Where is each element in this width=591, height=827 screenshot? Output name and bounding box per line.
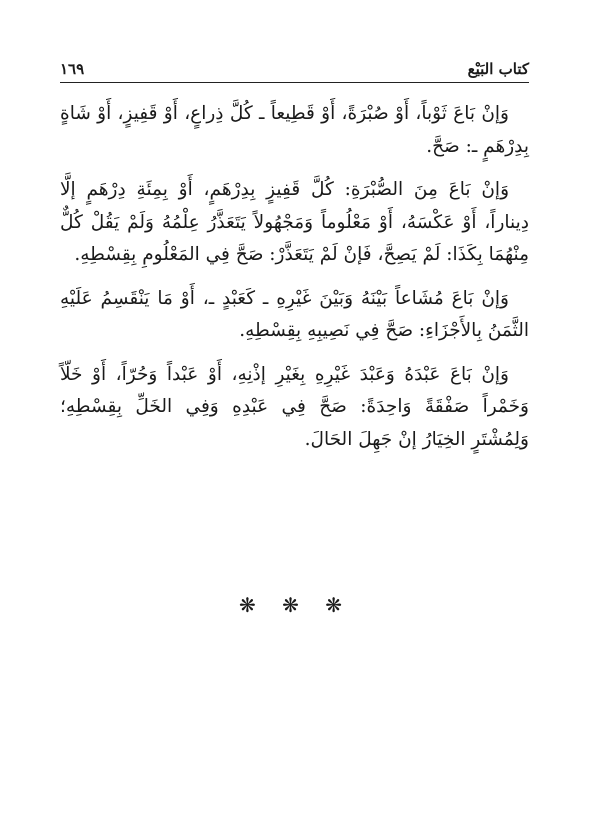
paragraph-1: وَإنْ بَاعَ ثَوْباً، أَوْ صُبْرَةً، أَوْ قَطِيعاً ـ كُلَّ ذِراعٍ، أَوْ قَفِيزٍ، أَوْ شَاةٍ بِدِرْهَمٍ ـ: صَحَّ. [60,103,529,157]
paragraph-2: وَإنْ بَاعَ مِنَ الصُّبْرَةِ: كُلَّ قَفِيزٍ بِدِرْهَمٍ، أَوْ بِمِئَةِ دِرْهَمٍ إلَّا دِيناراً، أَوْ عَكْسَهُ، أَوْ مَعْلُوماً وَمَجْهُولاً يَتَعَذَّرُ عِلْمُهُ وَلَمْ يَقُلْ كُلٌّ مِنْهُمَا بِكَذَا: لَمْ يَصِحَّ، فَإنْ لَمْ يَتَعَذَّرْ: صَحَّ فِي المَعْلُومِ بِقِسْطِهِ. [60,179,529,265]
page-header [60,58,529,83]
chapter-title: كتاب البَيْع [467,60,529,78]
section-separator: ❋ ❋ ❋ [239,593,352,617]
page-number: ١٦٩ [60,60,85,78]
paragraph-4: وَإنْ بَاعَ عَبْدَهُ وَعَبْدَ غَيْرِهِ بِغَيْرِ إذْنِهِ، أَوْ عَبْداً وَحُرّاً، أَوْ خَلّاً وَخَمْراً صَفْقَةً وَاحِدَةً: صَحَّ فِي عَبْدِهِ وَفِي الخَلِّ بِقِسْطِهِ؛ وَلِمُشْتَرٍ الخِيَارُ إنْ جَهِلَ الحَالَ. [60,363,529,450]
paragraph-3: وَإنْ بَاعَ مُشَاعاً بَيْنَهُ وَبَيْنَ غَيْرِهِ ـ كَعَبْدٍ ـ، أَوْ مَا يَنْقَسِمُ عَلَيْهِ الثَّمَنُ بِالأَجْزَاءِ: صَحَّ فِي نَصِيبِهِ بِقِسْطِهِ. [60,287,529,341]
main-text [60,98,529,467]
